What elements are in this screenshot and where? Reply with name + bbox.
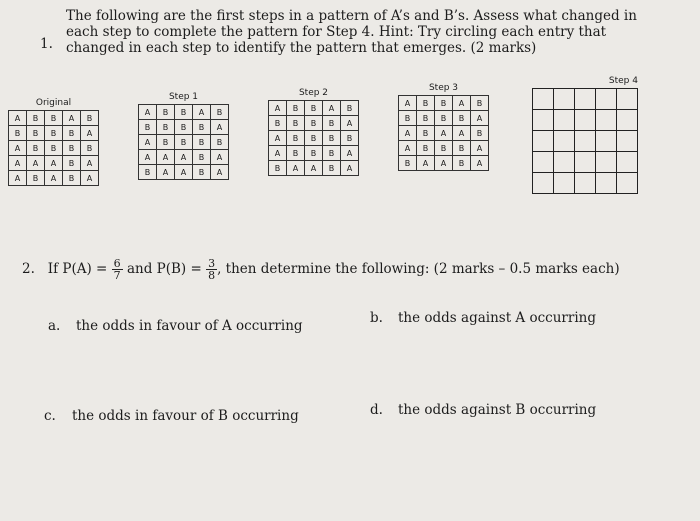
grid-row (9, 171, 99, 186)
grid-cell: A (417, 156, 435, 171)
grid-cell: B (45, 126, 63, 141)
grid-cell: B (139, 120, 157, 135)
grid-row (9, 111, 99, 126)
grid-cell: A (211, 150, 229, 165)
grid-cell: B (45, 111, 63, 126)
grid-cell (533, 110, 554, 131)
grid-cell: B (139, 165, 157, 180)
grid-row (139, 150, 229, 165)
grid-cell: B (435, 96, 453, 111)
grid-cell: B (287, 116, 305, 131)
grid-row (139, 135, 229, 150)
grid-cell: A (399, 126, 417, 141)
grid-cell (575, 89, 596, 110)
grid-cell: A (9, 156, 27, 171)
grid-cell (554, 131, 575, 152)
question-2-and: and P(B) = (126, 261, 202, 277)
grid-cell: B (323, 161, 341, 176)
grid-cell: B (399, 156, 417, 171)
grid-cell: A (287, 161, 305, 176)
grid-cell: B (287, 146, 305, 161)
grid-cell: A (269, 146, 287, 161)
part-text: the odds against A occurring (398, 310, 596, 326)
part-text: the odds in favour of A occurring (76, 318, 303, 334)
grid-cell (617, 131, 638, 152)
grid-row (533, 131, 638, 152)
grid-cell: B (193, 135, 211, 150)
question-2-number: 2. (22, 261, 35, 277)
grid-cell: B (27, 171, 45, 186)
question-2-tail: , then determine the following: (2 marks – 0.5 marks each) (217, 261, 620, 277)
grid-row (9, 156, 99, 171)
grid-cell: B (287, 101, 305, 116)
grid-cell (596, 173, 617, 194)
grid-cell: B (193, 165, 211, 180)
grid-row (139, 120, 229, 135)
grid-cell (575, 173, 596, 194)
grid-cell: A (211, 165, 229, 180)
grid-cell: B (435, 141, 453, 156)
grid-cell: B (27, 126, 45, 141)
grid-row (533, 110, 638, 131)
part-c (44, 408, 299, 424)
grid-cell: B (305, 116, 323, 131)
grid-cell: A (27, 156, 45, 171)
grid-cell: A (139, 105, 157, 120)
fraction-denominator: 8 (208, 269, 216, 282)
grid-cell: B (211, 135, 229, 150)
grid-cell: A (45, 171, 63, 186)
grid-cell (617, 110, 638, 131)
grid-cell: B (399, 111, 417, 126)
grid-cell: A (341, 116, 359, 131)
grid-cell (554, 173, 575, 194)
grid-cell: A (175, 165, 193, 180)
grid-cell: A (471, 111, 489, 126)
grid-label: Step 2 (298, 88, 329, 98)
grid-row (139, 105, 229, 120)
grid-cell (554, 152, 575, 173)
grid-cell: B (323, 146, 341, 161)
grid-table (532, 88, 638, 194)
grid-row (9, 141, 99, 156)
grid-cell: B (341, 131, 359, 146)
grid-row (399, 126, 489, 141)
grid-cell: B (63, 126, 81, 141)
grid-step-2 (268, 88, 359, 176)
grid-cell: B (417, 111, 435, 126)
fraction-pb (206, 258, 217, 281)
grid-cell: B (157, 120, 175, 135)
grid-step-3 (398, 83, 489, 171)
grid-label: Step 4 (608, 76, 638, 86)
grid-cell (596, 89, 617, 110)
grid-row (139, 165, 229, 180)
grid-cell: B (63, 141, 81, 156)
grid-row (269, 131, 359, 146)
grid-cell: A (157, 150, 175, 165)
grid-cell: A (193, 105, 211, 120)
grid-cell (617, 152, 638, 173)
grid-table (8, 110, 99, 186)
grid-row (533, 173, 638, 194)
grid-cell: B (211, 105, 229, 120)
grid-table (138, 104, 229, 180)
grid-row (399, 141, 489, 156)
grid-cell: A (435, 126, 453, 141)
grid-cell (554, 110, 575, 131)
grid-cell: B (417, 126, 435, 141)
grid-row (399, 96, 489, 111)
grid-step-1 (138, 92, 229, 180)
grid-original (8, 98, 99, 186)
grid-cell: B (453, 156, 471, 171)
grid-cell: B (323, 131, 341, 146)
grid-cell: A (139, 150, 157, 165)
grid-cell: B (63, 171, 81, 186)
grid-cell: B (305, 101, 323, 116)
grid-row (269, 161, 359, 176)
part-label: c. (44, 408, 56, 424)
question-1-text: The following are the first steps in a pattern of A’s and B’s. Assess what changed in each step to complete the pattern for Step 4. Hint: Try circling each entry that changed in each step to identify the pattern that emerges. (2 marks) (66, 8, 637, 56)
grid-cell: B (471, 96, 489, 111)
grid-cell (617, 89, 638, 110)
grid-cell: A (269, 131, 287, 146)
grid-row (533, 152, 638, 173)
grid-cell: A (211, 120, 229, 135)
grid-cell: B (193, 120, 211, 135)
grid-cell (533, 173, 554, 194)
grid-cell: A (435, 156, 453, 171)
grid-cell: A (323, 101, 341, 116)
grid-cell: B (269, 116, 287, 131)
grid-cell: A (63, 111, 81, 126)
grid-cell: B (45, 141, 63, 156)
grid-cell: B (435, 111, 453, 126)
fraction-denominator: 7 (113, 269, 121, 282)
fraction-numerator: 6 (113, 257, 121, 270)
question-1-number: 1. (40, 36, 53, 52)
grid-cell: B (81, 141, 99, 156)
grid-cell: B (175, 105, 193, 120)
part-label: d. (370, 402, 383, 418)
part-b (370, 310, 596, 326)
grid-cell: B (323, 116, 341, 131)
grid-cell (575, 110, 596, 131)
grid-cell: A (139, 135, 157, 150)
grid-cell (596, 152, 617, 173)
grid-cell: A (471, 156, 489, 171)
question-2-lead: If P(A) = (47, 261, 108, 277)
grid-cell: A (45, 156, 63, 171)
grid-row (9, 126, 99, 141)
grid-cell: A (81, 126, 99, 141)
grid-cell (533, 152, 554, 173)
part-label: b. (370, 310, 383, 326)
grid-cell: B (175, 120, 193, 135)
grid-cell: A (341, 161, 359, 176)
grid-row (269, 101, 359, 116)
grid-cell: A (399, 141, 417, 156)
grid-cell: B (81, 111, 99, 126)
grid-cell (533, 131, 554, 152)
grid-label: Original (35, 98, 72, 108)
part-text: the odds against B occurring (398, 402, 597, 418)
grid-label: Step 1 (168, 92, 199, 102)
grid-cell: B (157, 105, 175, 120)
grid-cell: A (9, 141, 27, 156)
grid-cell: B (417, 141, 435, 156)
grid-row (533, 89, 638, 110)
grid-cell (617, 173, 638, 194)
grid-cell: B (305, 146, 323, 161)
part-d (370, 402, 596, 418)
grid-cell: B (175, 135, 193, 150)
grid-table (398, 95, 489, 171)
grid-cell: A (453, 126, 471, 141)
grid-cell: A (471, 141, 489, 156)
grid-row (399, 156, 489, 171)
fraction-pa (112, 258, 123, 281)
grid-cell: A (453, 96, 471, 111)
grid-cell: A (157, 165, 175, 180)
grid-cell: B (287, 131, 305, 146)
part-text: the odds in favour of B occurring (72, 408, 299, 424)
grid-cell: B (341, 101, 359, 116)
grid-cell: A (341, 146, 359, 161)
grid-cell: A (399, 96, 417, 111)
grid-cell: B (27, 141, 45, 156)
part-label: a. (48, 318, 61, 334)
grid-cell (596, 110, 617, 131)
grid-table (268, 100, 359, 176)
grid-row (399, 111, 489, 126)
grid-cell (575, 152, 596, 173)
grid-cell: A (175, 150, 193, 165)
grid-cell (596, 131, 617, 152)
grid-cell: A (81, 171, 99, 186)
grid-cell: B (63, 156, 81, 171)
grid-cell: A (81, 156, 99, 171)
grid-row (269, 146, 359, 161)
question-2 (22, 258, 620, 281)
grid-cell: B (471, 126, 489, 141)
grid-cell (554, 89, 575, 110)
grid-cell: B (9, 126, 27, 141)
grid-cell: B (417, 96, 435, 111)
grid-cell: A (269, 101, 287, 116)
grid-cell: B (193, 150, 211, 165)
grid-cell: A (9, 171, 27, 186)
grid-cell (575, 131, 596, 152)
grid-cell: B (305, 131, 323, 146)
grid-row (269, 116, 359, 131)
grid-cell (533, 89, 554, 110)
grid-cell: B (27, 111, 45, 126)
fraction-numerator: 3 (208, 257, 216, 270)
grid-cell: B (453, 111, 471, 126)
part-a (48, 318, 303, 334)
grid-label: Step 3 (428, 83, 459, 93)
grid-cell: A (305, 161, 323, 176)
grid-cell: B (269, 161, 287, 176)
grid-step-4 (532, 76, 638, 194)
grid-cell: A (9, 111, 27, 126)
grid-cell: B (157, 135, 175, 150)
grid-cell: B (453, 141, 471, 156)
